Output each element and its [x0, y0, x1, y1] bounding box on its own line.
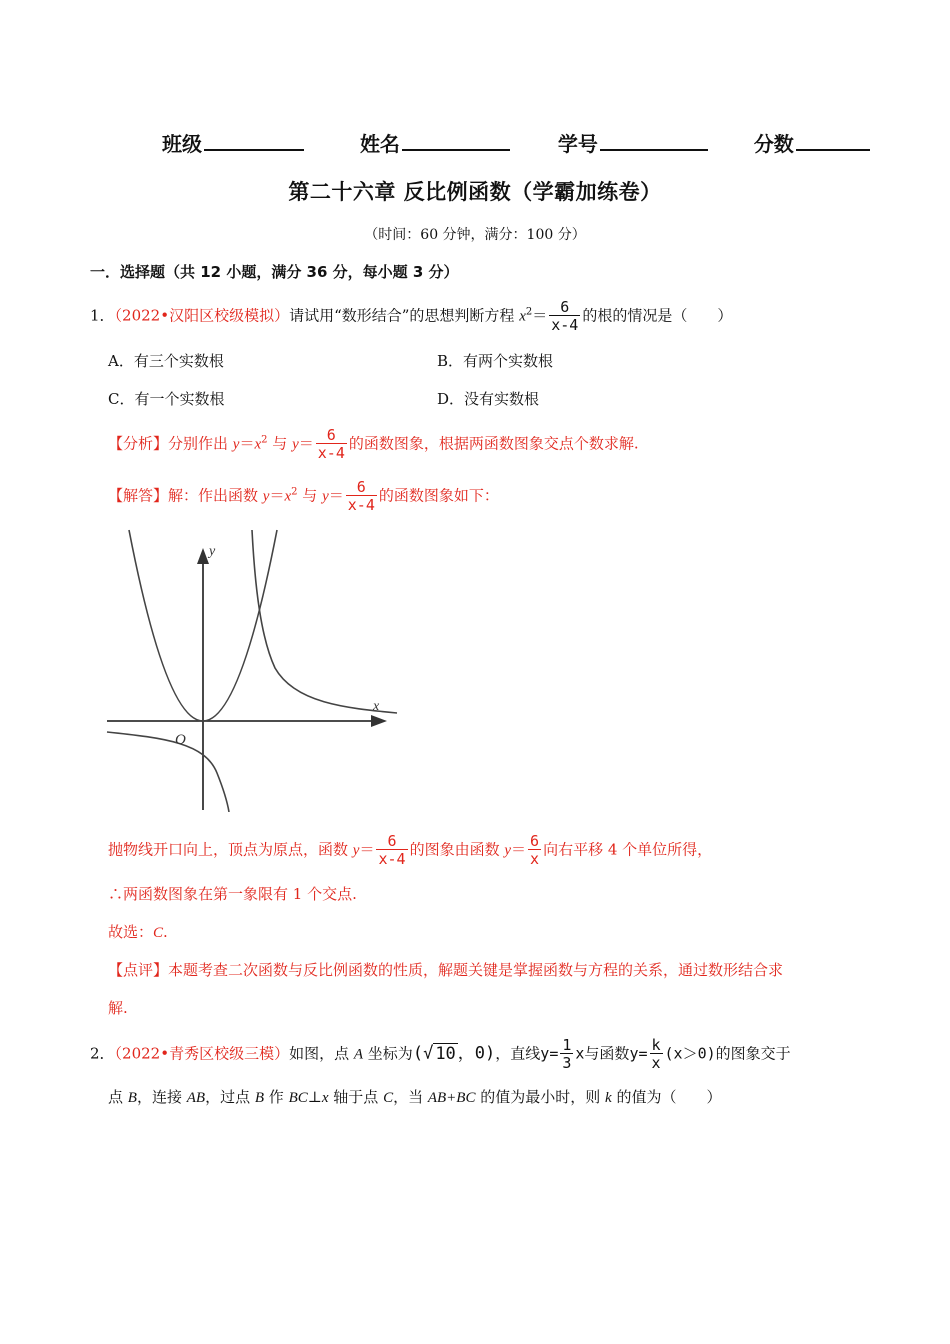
q1-number: 1． [90, 306, 115, 325]
x-axis-arrow [371, 715, 387, 727]
q2-text-a: 如图，点 [289, 1044, 354, 1063]
q1-fraction [549, 300, 580, 333]
option-c[interactable]: C．有一个实数根 [108, 390, 225, 408]
q2-segment-bc: BC [288, 1090, 308, 1106]
q2-l2-c: ，连接 [136, 1088, 187, 1106]
explain-frac-den: x-4 [378, 850, 406, 868]
q2-l2-i: 的值为（ ） [611, 1088, 722, 1106]
graph-label-y: y [209, 544, 216, 559]
answer-var-x: x [284, 488, 292, 505]
analysis-var-y2: y [292, 436, 299, 453]
class-blank[interactable] [204, 129, 304, 151]
answer-fraction [346, 480, 377, 513]
q1-explanation [108, 834, 712, 867]
q2-sqrt-value: 10 [435, 1043, 456, 1064]
name-label: 姓名 [359, 132, 400, 156]
q2-stem [90, 1038, 791, 1071]
graph-label-x: x [373, 699, 380, 714]
score-label: 分数 [753, 132, 794, 156]
explain-frac2-den: x [530, 850, 540, 868]
answer-eq2: ＝ [328, 486, 344, 505]
q2-l2-d: ，过点 [205, 1088, 255, 1106]
analysis-end: 的函数图象，根据两函数图象交点个数求解. [348, 434, 639, 453]
choice-end: . [163, 923, 168, 941]
answer-text: 解：作出函数 [168, 486, 263, 505]
header-fields [162, 128, 870, 157]
q1-var-x: x [519, 308, 526, 325]
explain-fraction [376, 834, 407, 867]
q1-frac-den: x-4 [551, 316, 579, 334]
q1-stem [90, 300, 732, 333]
name-blank[interactable] [402, 129, 510, 151]
answer-with: 与 [297, 486, 323, 505]
function-graph [105, 528, 405, 812]
explain-end: 向右平移 4 个单位所得， [543, 840, 713, 859]
answer-frac-den: x-4 [347, 496, 375, 514]
q2-var-x: x [321, 1090, 329, 1106]
option-b[interactable]: B．有两个实数根 [437, 352, 554, 370]
analysis-text: 分别作出 [168, 434, 233, 453]
hyperbola-left-branch [107, 732, 229, 812]
q1-comment [108, 958, 783, 982]
analysis-with: 与 [267, 434, 293, 453]
q2-line-x: x [575, 1044, 585, 1063]
q2-fn-y: y= [629, 1044, 648, 1063]
answer-frac-num: 6 [356, 478, 366, 496]
explain-frac2-num: 6 [530, 832, 540, 850]
q1-stem-text: 请试用“数形结合”的思想判断方程 [289, 306, 520, 325]
explain-frac-num: 6 [387, 832, 397, 850]
y-axis-arrow [197, 548, 209, 564]
q2-point-b: B [127, 1090, 137, 1106]
q2-text-b: 坐标为 [363, 1044, 413, 1063]
q2-text-c: ，直线 [495, 1044, 541, 1063]
page-subtitle: （时间：60 分钟，满分：100 分） [364, 227, 586, 243]
hyperbola-right-branch [252, 530, 397, 713]
q2-fn-num: k [651, 1036, 661, 1054]
page-title: 第二十六章 反比例函数（学霸加练卷） [288, 180, 662, 204]
q2-l2-g: ，当 [393, 1088, 428, 1106]
q2-l2-f: 轴于点 [328, 1088, 384, 1106]
explain-var-y2: y [504, 842, 512, 859]
q2-line-frac-num: 1 [562, 1036, 572, 1054]
q2-l2-a: 点 [108, 1088, 128, 1106]
analysis-tag: 【分析】 [108, 434, 169, 453]
q1-exp: 2 [525, 306, 533, 318]
q2-sqrt: √ 10 [423, 1043, 456, 1064]
choice-text: 故选： [108, 923, 154, 941]
q2-coord-open: ( [412, 1043, 424, 1064]
answer-var-y: y [262, 488, 270, 505]
q2-l2-h: 的值为最小时，则 [475, 1088, 606, 1106]
score-blank[interactable] [796, 129, 870, 151]
q2-perp: ⊥ [307, 1088, 322, 1106]
q1-choice [108, 920, 168, 945]
q1-conclusion: ∴两函数图象在第一象限有 1 个交点. [108, 885, 357, 903]
analysis-exp: 2 [261, 434, 268, 446]
choice-letter: C [153, 925, 164, 941]
analysis-eq2: ＝ [298, 434, 314, 453]
class-label: 班级 [162, 132, 202, 156]
answer-tag: 【解答】 [108, 486, 169, 505]
q2-line-frac-den: 3 [562, 1054, 572, 1072]
q2-fn-fraction [650, 1038, 663, 1071]
q1-analysis [108, 428, 639, 461]
analysis-fraction [316, 428, 347, 461]
answer-var-y2: y [322, 488, 329, 505]
q2-line-y: y= [540, 1044, 559, 1063]
option-a[interactable]: A．有三个实数根 [108, 352, 224, 370]
q2-stem-line2 [108, 1085, 721, 1110]
q2-var-k: k [605, 1090, 612, 1106]
graph-label-origin: O [175, 732, 186, 748]
analysis-var-y: y [232, 436, 240, 453]
explain-text: 抛物线开口向上，顶点为原点，函数 [108, 840, 353, 859]
q2-point-b2: B [254, 1090, 265, 1106]
q2-source: （2022•青秀区校级三模） [114, 1044, 290, 1063]
answer-exp: 2 [291, 486, 298, 498]
answer-end: 的函数图象如下： [378, 486, 499, 505]
q2-text-d: 与函数 [584, 1044, 630, 1063]
q2-condition: (x＞0) [664, 1044, 716, 1063]
analysis-var-x: x [254, 436, 262, 453]
q2-number: 2． [90, 1044, 115, 1063]
id-label: 学号 [557, 132, 598, 156]
q1-source: （2022•汉阳区校级模拟） [114, 306, 290, 325]
explain-fraction-2 [528, 834, 541, 867]
explain-eq: ＝ [359, 840, 375, 859]
analysis-eq: ＝ [239, 434, 255, 453]
option-d[interactable]: D．没有实数根 [437, 390, 540, 408]
explain-mid: 的图象由函数 [409, 840, 505, 859]
q2-l2-e: 作 [264, 1088, 289, 1106]
q1-answer [108, 480, 499, 513]
id-blank[interactable] [600, 129, 708, 151]
section-heading: 一．选择题（共 12 小题，满分 36 分，每小题 3 分） [90, 263, 459, 281]
q2-text-e: 的图象交于 [715, 1044, 791, 1063]
q2-coord-rest: ，0) [457, 1043, 496, 1064]
explain-var-y: y [352, 842, 360, 859]
analysis-frac-den: x-4 [317, 444, 345, 462]
q2-point-a: A [353, 1046, 364, 1063]
q1-eq: ＝ [532, 306, 548, 325]
q2-segment-ab: AB [186, 1090, 206, 1106]
analysis-frac-num: 6 [326, 426, 336, 444]
answer-eq: ＝ [269, 486, 285, 505]
q1-stem-end: 的根的情况是（ ） [582, 306, 733, 325]
q1-comment-cont: 解. [108, 999, 128, 1017]
q2-fn-den: x [651, 1054, 661, 1072]
q1-frac-num: 6 [560, 298, 570, 316]
comment-text: 本题考查二次函数与反比例函数的性质，解题关键是掌握函数与方程的关系，通过数形结合求 [168, 961, 784, 979]
q2-line-fraction [560, 1038, 573, 1071]
comment-tag: 【点评】 [108, 961, 169, 979]
q2-sum: AB+BC [427, 1090, 476, 1106]
explain-eq2: ＝ [511, 840, 527, 859]
q2-point-c: C [383, 1090, 394, 1106]
